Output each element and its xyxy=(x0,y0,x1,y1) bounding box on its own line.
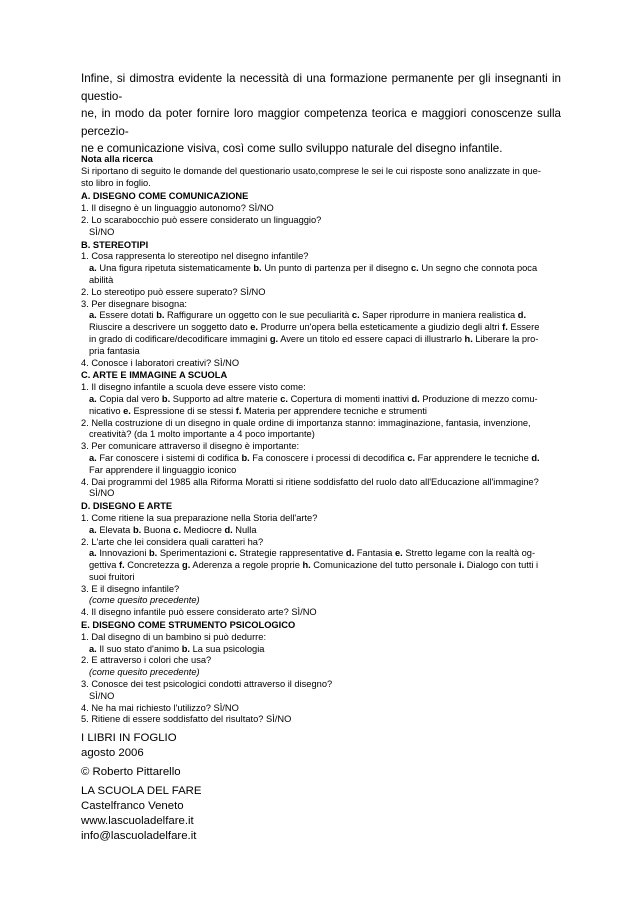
answer-options: a. Essere dotati b. Raffigurare un oggetto con le sue peculiarità c. Saper riprodurre in maniera realistica d. xyxy=(89,310,527,321)
answer-options: gettiva f. Concretezza g. Aderenza a regole proprie h. Comunicazione del tutto personale i. Dialogo con tutti i xyxy=(89,560,539,571)
question: 1. Come ritiene la sua preparazione nella Storia dell'arte? xyxy=(81,512,318,523)
question: 4. Il disegno infantile può essere considerato arte? SÌ/NO xyxy=(81,607,317,618)
website-link[interactable]: www.lascuoladelfare.it xyxy=(81,815,194,827)
copyright: © Roberto Pittarello xyxy=(81,766,181,778)
answer-options-cont: suoi fruitori xyxy=(89,571,135,582)
question: 3. Per comunicare attraverso il disegno è importante: xyxy=(81,441,300,452)
answer-options-cont: abilità xyxy=(89,274,114,285)
question: 1. Dal disegno di un bambino si può dedurre: xyxy=(81,631,267,642)
question: 3. Per disegnare bisogna: xyxy=(81,298,187,309)
research-description: sto libro in foglio. xyxy=(81,177,151,188)
research-description: Si riportano di seguito le domande del questionario usato,comprese le sei le cui risposte sono analizzate in que- xyxy=(81,165,541,176)
question-note: (come quesito precedente) xyxy=(89,595,200,606)
intro-line: Infine, si dimostra evidente la necessità di una formazione permanente per gli insegnanti in questio- xyxy=(81,72,561,103)
answer-options: a. Far conoscere i sistemi di codifica b. Fa conoscere i processi di decodifica c. Far apprendere le tecniche d. xyxy=(89,452,540,463)
question: 4. Dai programmi del 1985 alla Riforma Moratti si ritiene soddisfatto del ruolo dato all'Educazione all'immagine? xyxy=(81,476,539,487)
question: 2. Lo stereotipo può essere superato? SÌ/NO xyxy=(81,286,266,297)
question-note: (come quesito precedente) xyxy=(89,667,200,678)
question: 1. Il disegno infantile a scuola deve essere visto come: xyxy=(81,382,306,393)
answer-options: a. Elevata b. Buona c. Mediocre d. Nulla xyxy=(89,524,257,535)
question: 3. E il disegno infantile? xyxy=(81,583,180,594)
publisher: LA SCUOLA DEL FARE xyxy=(81,785,202,797)
question: 4. Ne ha mai richiesto l'utilizzo? SÌ/NO xyxy=(81,702,239,713)
intro-line: ne, in modo da poter fornire loro maggior competenza teorica e maggiori conoscenze sulla percezio- xyxy=(81,107,561,138)
section-title: B. STEREOTIPI xyxy=(81,239,149,250)
answer-options: a. Il suo stato d'animo b. La sua psicologia xyxy=(89,643,265,654)
section-title: E. DISEGNO COME STRUMENTO PSICOLOGICO xyxy=(81,620,296,631)
intro-paragraph xyxy=(81,70,561,158)
research-title: Nota alla ricerca xyxy=(81,154,153,164)
section-title: A. DISEGNO COME COMUNICAZIONE xyxy=(81,191,249,202)
question: 2. Lo scarabocchio può essere considerato un linguaggio? xyxy=(81,214,322,225)
answer-options: a. Innovazioni b. Sperimentazioni c. Strategie rappresentative d. Fantasia e. Stretto legame con la realtà og- xyxy=(89,548,536,559)
question: 5. Ritiene di essere soddisfatto del risultato? SÌ/NO xyxy=(81,714,292,725)
question: 2. Nella costruzione di un disegno in quale ordine di importanza stanno: immaginazione, fantasia, invenzione, xyxy=(81,417,531,428)
question: 2. E attraverso i colori che usa? xyxy=(81,655,212,666)
answer-options: SÌ/NO xyxy=(89,690,115,701)
answer-options: nicativo e. Espressione di se stessi f. Materia per apprendere tecniche e strumenti xyxy=(89,405,427,416)
question-cont: creatività? (da 1 molto importante a 4 poco importante) xyxy=(89,429,315,440)
section-title: D. DISEGNO E ARTE xyxy=(81,501,173,512)
email-link[interactable]: info@lascuoladelfare.it xyxy=(81,830,197,842)
answer-options: a. Copia dal vero b. Supporto ad altre materie c. Copertura di momenti inattivi d. Produzione di mezzo comu- xyxy=(89,393,538,404)
answer-options: a. Una figura ripetuta sistematicamente b. Un punto di partenza per il disegno c. Un segno che connota poca xyxy=(89,263,538,274)
question: 2. L'arte che lei considera quali caratteri ha? xyxy=(81,536,264,547)
answer-options-cont: pria fantasia xyxy=(89,345,140,356)
answer-options: SÌ/NO xyxy=(89,488,115,499)
answer-options: in grado di codificare/decodificare immagini g. Avere un titolo ed essere capaci di illustrarlo h. Liberare la pro- xyxy=(89,333,539,344)
question: 3. Conosce dei test psicologici condotti attraverso il disegno? xyxy=(81,679,333,690)
answer-options: SÌ/NO xyxy=(89,226,115,237)
publication-date: agosto 2006 xyxy=(81,747,144,759)
publisher-city: Castelfranco Veneto xyxy=(81,800,184,812)
section-title: C. ARTE E IMMAGINE A SCUOLA xyxy=(81,370,228,381)
answer-options-cont: Far apprendere il linguaggio iconico xyxy=(89,464,237,475)
colophon xyxy=(81,731,381,844)
question: 1. Il disegno è un linguaggio autonomo? SÌ/NO xyxy=(81,203,274,214)
question: 1. Cosa rappresenta lo stereotipo nel disegno infantile? xyxy=(81,251,309,262)
research-note xyxy=(81,154,561,726)
answer-options: Riuscire a descrivere un soggetto dato e. Produrre un'opera bella esteticamente a giudizio degli altri f. Essere xyxy=(89,322,540,333)
question: 4. Conosce i laboratori creativi? SÌ/NO xyxy=(81,357,240,368)
intro-line: ne e comunicazione visiva, così come sullo sviluppo naturale del disegno infantile. xyxy=(81,142,503,156)
series-name: I LIBRI IN FOGLIO xyxy=(81,732,177,744)
